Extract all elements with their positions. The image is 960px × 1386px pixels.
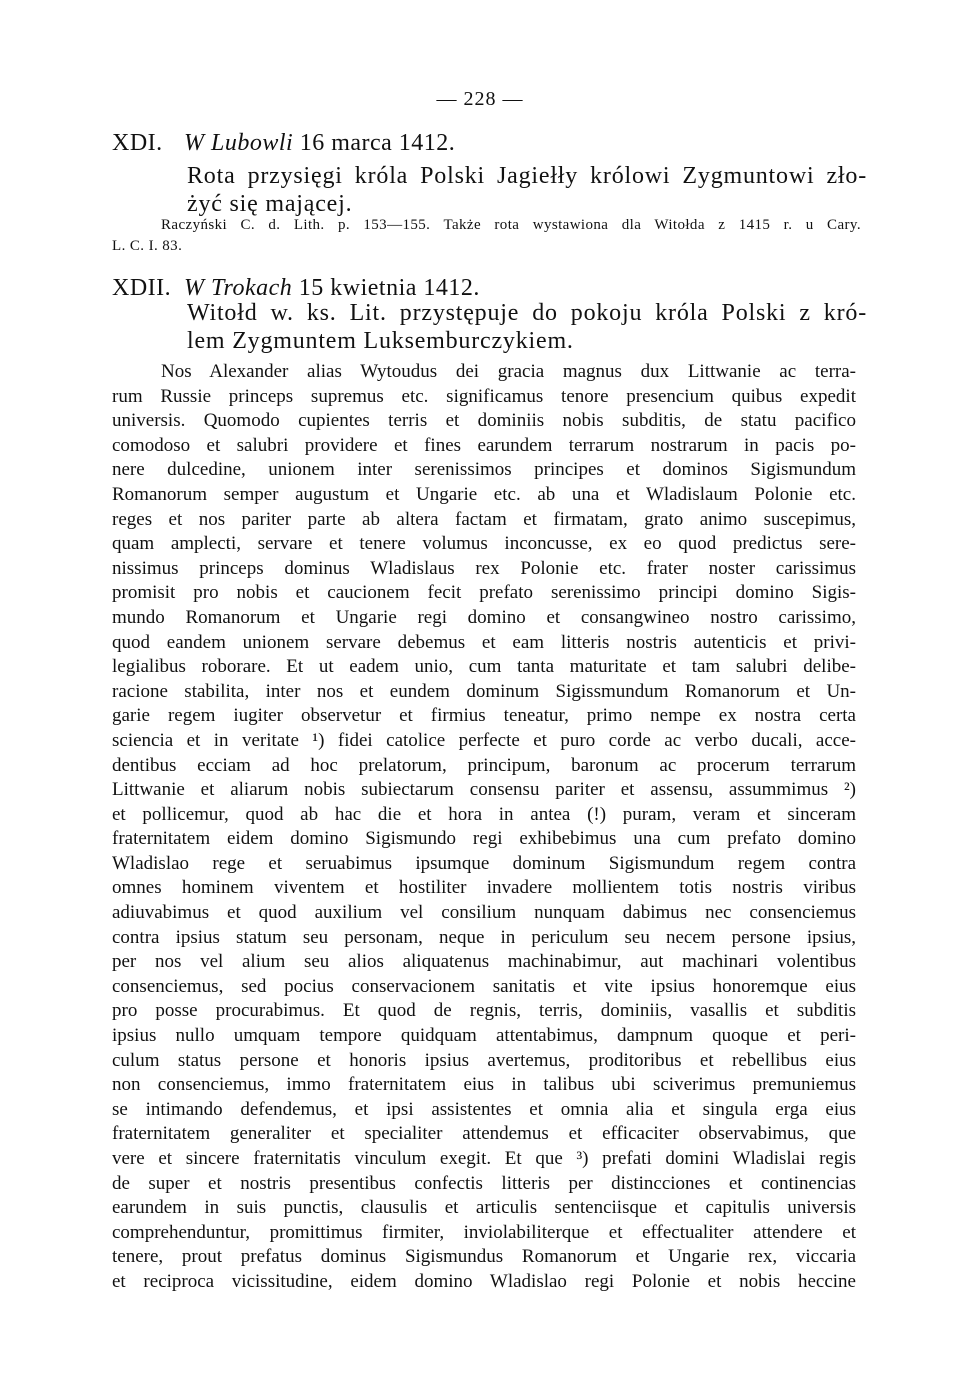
title-line: żyć się mającej. bbox=[187, 191, 353, 217]
entry-number: XDII. bbox=[112, 275, 172, 301]
title-line: Witołd w. ks. Lit. przystępuje do pokoju króla Polski z kró- bbox=[187, 300, 867, 326]
text-line: universis. Quomodo cupientes terris et dominiis nobis subditis, de statu pacifico bbox=[112, 410, 856, 432]
text-line: reges et nos pariter parte ab altera factam et firmatam, grato animo suscepimus, bbox=[112, 508, 856, 530]
text-line: de super et nostris presentibus confectis litteris per distincciones et continencias bbox=[112, 1172, 856, 1194]
text-line: earundem in suis punctis, clausulis et articulis sentenciisque et capitulis universis bbox=[112, 1197, 856, 1219]
text-line: ipsius nullo umquam tempore quidquam attentabimus, dampnum quoque et peri- bbox=[112, 1025, 856, 1047]
text-line: consenciemus, sed pocius conservacionem sanitatis et vite ipsius honoremque eius bbox=[112, 975, 856, 997]
source-note: Raczyński C. d. Lith. p. 153—155. Także rota wystawiona dla Witołda z 1415 r. u Cary. bbox=[161, 217, 861, 233]
text-line: mundo Romanorum et Ungarie regi domino et consangwineo nostro carissimo, bbox=[112, 606, 856, 628]
entry-heading bbox=[112, 275, 872, 302]
text-line: comodoso et salubri providere et fines earundem terrarum nostrarum in pacis po- bbox=[112, 434, 856, 456]
text-line: fraternitatem eidem domino Sigismundo regi exhibebimus una cum prefato domino bbox=[112, 828, 856, 850]
text-line: promisit pro nobis et caucionem fecit prefato serenissimo principi domino Sigis- bbox=[112, 582, 856, 604]
text-line: pro posse procurabimus. Et quod de regnis, terris, dominiis, vasallis et subditis bbox=[112, 1000, 856, 1022]
entry-place: W Trokach bbox=[184, 275, 293, 301]
text-line: adiuvabimus et quod auxilium vel consilium nunquam dabimus nec consenciemus bbox=[112, 902, 856, 924]
text-line: Littwanie et aliarum nobis subiectarum consensu pariter et assensu, assummimus ²) bbox=[112, 779, 856, 801]
text-line: racione stabilita, inter nos et eundem dominum Sigissmundum Romanorum et Un- bbox=[112, 680, 856, 702]
title-line: lem Zygmuntem Luksemburczykiem. bbox=[187, 328, 574, 354]
text-line: culum status persone et honoris ipsius avertemus, proditoribus et rebellibus eius bbox=[112, 1049, 856, 1071]
text-line: comprehenduntur, promittimus firmiter, inviolabiliterque et effectualiter attendere et bbox=[112, 1221, 856, 1243]
text-line: et reciproca vicissitudine, eidem domino Wladislao regi Polonie et nobis heccine bbox=[112, 1270, 856, 1292]
text-line: sciencia et in veritate ¹) fidei catolice perfecte et puro corde ac verbo ducali, acce- bbox=[112, 729, 856, 751]
text-line: omnes hominem viventem et hostiliter invadere mollientem totis nostris viribus bbox=[112, 877, 856, 899]
text-line: Nos Alexander alias Wytoudus dei gracia magnus dux Littwanie ac terra- bbox=[161, 361, 856, 382]
text-line: nere dulcedine, unionem inter serenissimos principes et dominos Sigismundum bbox=[112, 459, 856, 481]
text-line: quod eandem unionem servare debemus et eam litteris nostris autenticis et privi- bbox=[112, 631, 856, 653]
text-line: nissimus princeps dominus Wladislaus rex Polonie etc. frater noster carissimus bbox=[112, 557, 856, 579]
text-line: per nos vel alium seu alios aliquatenus machinabimur, aut machinari volentibus bbox=[112, 951, 856, 973]
text-line: fraternitatem generaliter et specialiter attendemus et efficaciter observabimus, que bbox=[112, 1123, 856, 1145]
page-number: — 228 — bbox=[436, 88, 524, 110]
text-line: vere et sincere fraternitatis vinculum exegit. Et que ³) prefati domini Wladislai regis bbox=[112, 1148, 856, 1169]
charter-text bbox=[112, 360, 856, 1295]
text-line: se intimando defendemus, et ipsi assistentes et omnia alia et singula erga eius bbox=[112, 1098, 856, 1120]
text-line: tenere, prout prefatus dominus Sigismundus Romanorum et Ungarie rex, viccaria bbox=[112, 1246, 856, 1268]
text-line: quam amplecti, servare et tenere volumus inconcusse, ex eo quod predictus sere- bbox=[112, 533, 856, 555]
text-line: legialibus roborare. Et ut eadem unio, cum tanta maturitate et tam salubri delibe- bbox=[112, 656, 856, 678]
text-line: dentibus ecciam ad hoc prelatorum, principum, baronum ac procerum terrarum bbox=[112, 754, 856, 776]
entry-heading bbox=[112, 130, 872, 157]
text-line: Wladislao rege et seruabimus ipsumque dominum Sigismundum regem contra bbox=[112, 852, 856, 874]
source-note: L. C. I. 83. bbox=[112, 238, 183, 254]
title-line: Rota przysięgi króla Polski Jagiełły królowi Zygmuntowi zło- bbox=[187, 163, 867, 189]
text-line: non consenciemus, immo fraternitatem eius in talibus ubi sciverimus premuniemus bbox=[112, 1074, 856, 1096]
entry-date: 16 marca 1412. bbox=[299, 130, 456, 156]
text-line: Romanorum semper augustum et Ungarie etc. ab una et Wladislaum Polonie etc. bbox=[112, 483, 856, 505]
text-line: et pollicemur, quod ab hac die et hora in antea (!) puram, veram et sinceram bbox=[112, 803, 856, 825]
text-line: garie regem iugiter observetur et firmius teneatur, primo nempe ex nostra certa bbox=[112, 705, 856, 727]
text-line: rum Russie princeps supremus etc. significamus tenore presencium quibus expedit bbox=[112, 385, 856, 407]
entry-title bbox=[187, 299, 867, 355]
entry-date: 15 kwietnia 1412. bbox=[298, 275, 480, 301]
text-line: contra ipsius statum seu personam, neque in periculum seu necem persone ipsius, bbox=[112, 926, 856, 948]
entry-number: XDI. bbox=[112, 130, 163, 156]
entry-place: W Lubowli bbox=[184, 130, 294, 156]
entry-title bbox=[187, 162, 867, 218]
